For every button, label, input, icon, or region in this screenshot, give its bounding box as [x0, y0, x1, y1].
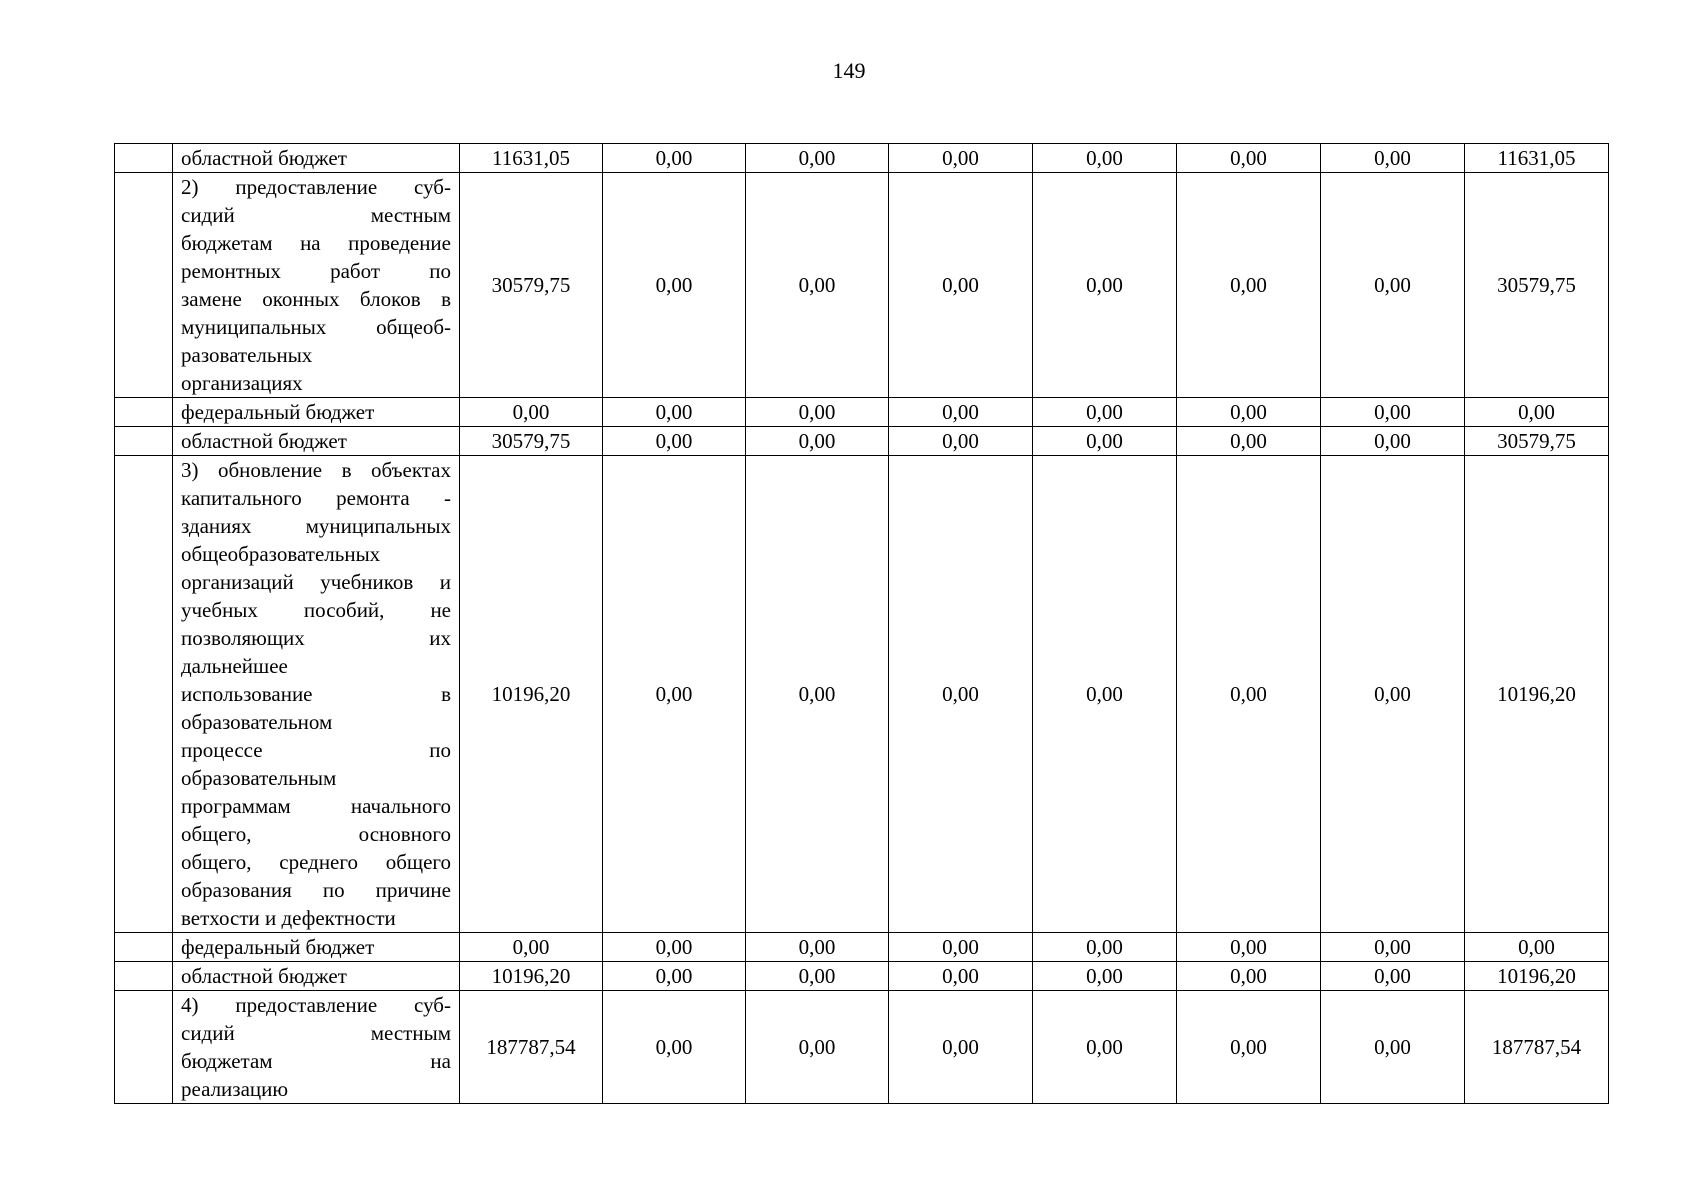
row-index-cell [115, 144, 173, 173]
value-cell: 0,00 [1321, 991, 1465, 1104]
value-cell: 0,00 [1033, 427, 1177, 456]
value-cell: 0,00 [746, 456, 889, 933]
funding-source-label: областной бюджет [173, 962, 460, 991]
description-line: организаций учебников и [181, 570, 451, 594]
value-cell: 0,00 [746, 427, 889, 456]
value-cell: 0,00 [889, 991, 1033, 1104]
description-line: учебных пособий, не [181, 598, 451, 622]
value-cell: 0,00 [1177, 962, 1321, 991]
value-cell: 0,00 [746, 144, 889, 173]
total-value-cell: 11631,05 [1465, 144, 1609, 173]
description-line: образовательным [181, 766, 337, 790]
row-index-cell [115, 173, 173, 398]
value-cell: 0,00 [1321, 173, 1465, 398]
value-cell: 0,00 [746, 991, 889, 1104]
total-value-cell: 30579,75 [1465, 173, 1609, 398]
value-cell: 0,00 [746, 398, 889, 427]
total-value-cell: 30579,75 [1465, 427, 1609, 456]
value-cell: 30579,75 [460, 173, 603, 398]
description-line: реализацию [181, 1077, 289, 1101]
funding-source-label: областной бюджет [173, 144, 460, 173]
value-cell: 0,00 [603, 398, 746, 427]
value-cell: 0,00 [1321, 398, 1465, 427]
description-line: процессе по [181, 738, 451, 762]
value-cell: 0,00 [603, 933, 746, 962]
description-line: бюджетам на [181, 1049, 451, 1073]
value-cell: 0,00 [746, 962, 889, 991]
value-cell: 0,00 [1177, 456, 1321, 933]
table-row [115, 962, 1609, 991]
value-cell: 0,00 [889, 427, 1033, 456]
description-line: сидий местным [181, 1021, 451, 1045]
description-line: ремонтных работ по [181, 259, 451, 283]
value-cell: 0,00 [1033, 398, 1177, 427]
description-line: общего, среднего общего [181, 850, 451, 874]
description-line: программам начального [181, 794, 451, 818]
table-row [115, 456, 1609, 933]
total-value-cell: 10196,20 [1465, 962, 1609, 991]
value-cell: 0,00 [1033, 144, 1177, 173]
value-cell: 10196,20 [460, 456, 603, 933]
row-index-cell [115, 456, 173, 933]
table-row [115, 427, 1609, 456]
table-row [115, 398, 1609, 427]
description-line: образовательном [181, 710, 333, 734]
value-cell: 0,00 [889, 933, 1033, 962]
description-line: 3) обновление в объектах [181, 458, 451, 482]
description-line: использование в [181, 682, 451, 706]
description-line: общеобразовательных [181, 542, 381, 566]
table-row [115, 144, 1609, 173]
value-cell: 0,00 [889, 144, 1033, 173]
total-value-cell: 0,00 [1465, 933, 1609, 962]
description-line: позволяющих их [181, 626, 451, 650]
description-line: общего, основного [181, 822, 451, 846]
value-cell: 0,00 [1033, 173, 1177, 398]
value-cell: 0,00 [1177, 398, 1321, 427]
row-index-cell [115, 991, 173, 1104]
measure-description [173, 173, 460, 398]
value-cell: 0,00 [1177, 933, 1321, 962]
value-cell: 10196,20 [460, 962, 603, 991]
value-cell: 0,00 [1177, 427, 1321, 456]
value-cell: 0,00 [1321, 962, 1465, 991]
funding-source-label: федеральный бюджет [173, 398, 460, 427]
value-cell: 0,00 [889, 962, 1033, 991]
description-line: 2) предоставление суб- [181, 175, 451, 199]
description-line: бюджетам на проведение [181, 231, 451, 255]
value-cell: 0,00 [889, 173, 1033, 398]
value-cell: 30579,75 [460, 427, 603, 456]
value-cell: 0,00 [603, 991, 746, 1104]
value-cell: 0,00 [603, 962, 746, 991]
budget-table [114, 143, 1609, 1104]
description-line: организациях [181, 371, 303, 395]
value-cell: 0,00 [889, 398, 1033, 427]
description-line: дальнейшее [181, 654, 288, 678]
value-cell: 11631,05 [460, 144, 603, 173]
value-cell: 0,00 [1033, 991, 1177, 1104]
table-body [115, 144, 1609, 1104]
value-cell: 0,00 [1321, 144, 1465, 173]
row-index-cell [115, 933, 173, 962]
total-value-cell: 187787,54 [1465, 991, 1609, 1104]
total-value-cell: 10196,20 [1465, 456, 1609, 933]
description-line: зданиях муниципальных [181, 514, 451, 538]
value-cell: 0,00 [889, 456, 1033, 933]
value-cell: 0,00 [1321, 427, 1465, 456]
table-row [115, 173, 1609, 398]
value-cell: 0,00 [1177, 173, 1321, 398]
value-cell: 0,00 [1033, 933, 1177, 962]
value-cell: 0,00 [603, 144, 746, 173]
value-cell: 0,00 [1177, 144, 1321, 173]
value-cell: 187787,54 [460, 991, 603, 1104]
table-row [115, 933, 1609, 962]
funding-source-label: областной бюджет [173, 427, 460, 456]
value-cell: 0,00 [746, 933, 889, 962]
measure-description [173, 991, 460, 1104]
value-cell: 0,00 [1033, 456, 1177, 933]
row-index-cell [115, 398, 173, 427]
description-line: 4) предоставление суб- [181, 993, 451, 1017]
description-line: капитального ремонта - [181, 486, 451, 510]
value-cell: 0,00 [1321, 933, 1465, 962]
value-cell: 0,00 [603, 173, 746, 398]
row-index-cell [115, 962, 173, 991]
measure-description [173, 456, 460, 933]
total-value-cell: 0,00 [1465, 398, 1609, 427]
row-index-cell [115, 427, 173, 456]
value-cell: 0,00 [460, 933, 603, 962]
value-cell: 0,00 [1177, 991, 1321, 1104]
value-cell: 0,00 [746, 173, 889, 398]
description-line: образования по причине [181, 878, 451, 902]
description-line: разовательных [181, 343, 313, 367]
value-cell: 0,00 [460, 398, 603, 427]
description-line: ветхости и дефектности [181, 906, 396, 930]
value-cell: 0,00 [603, 456, 746, 933]
description-line: сидий местным [181, 203, 451, 227]
value-cell: 0,00 [603, 427, 746, 456]
description-line: муниципальных общеоб- [181, 315, 451, 339]
description-line: замене оконных блоков в [181, 287, 451, 311]
table-row [115, 991, 1609, 1104]
value-cell: 0,00 [1321, 456, 1465, 933]
funding-source-label: федеральный бюджет [173, 933, 460, 962]
page-number: 149 [832, 58, 866, 83]
value-cell: 0,00 [1033, 962, 1177, 991]
